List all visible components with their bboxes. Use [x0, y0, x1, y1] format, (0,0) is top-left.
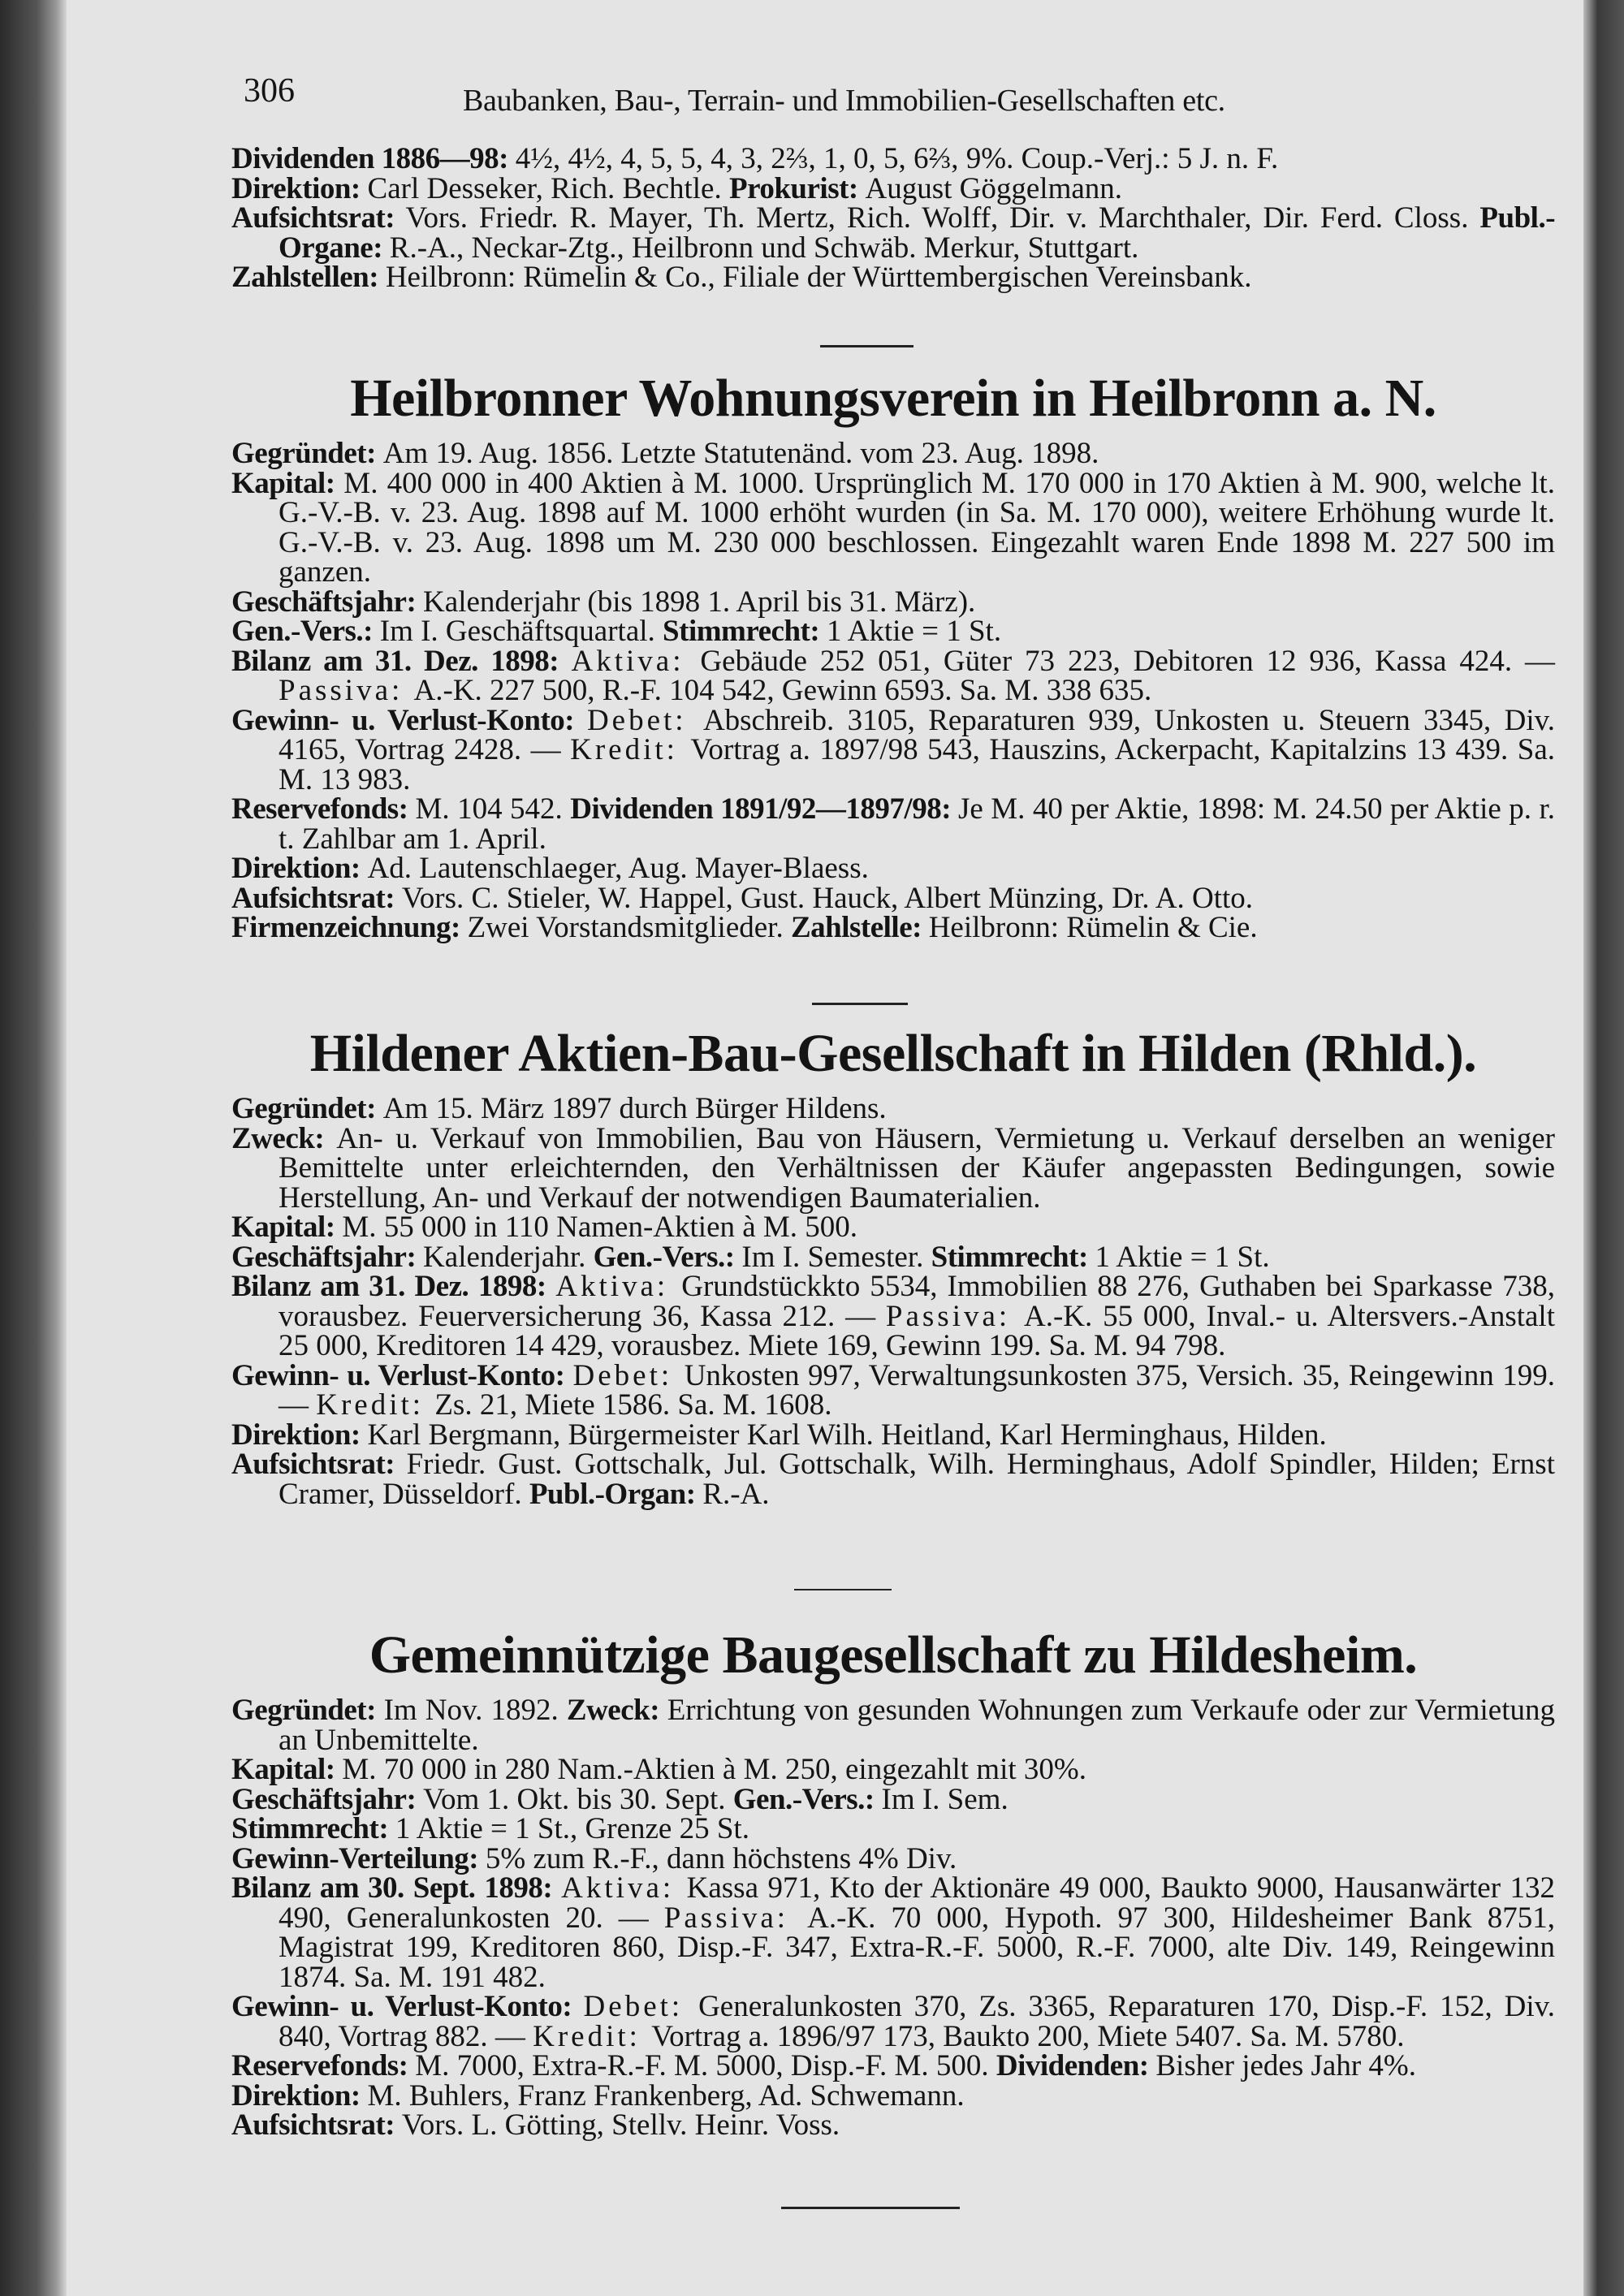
entry-text: Zwei Vorstandsmitglieder.	[467, 911, 791, 944]
entry-text: M. 104 542.	[415, 792, 571, 826]
entry-text: Im I. Sem.	[881, 1782, 1009, 1816]
entry-label: Zweck:	[231, 1121, 337, 1155]
entry-label: Gegründet:	[231, 437, 383, 470]
entry-label: Aufsichtsrat:	[231, 201, 406, 235]
entry-label: Gen.-Vers.:	[593, 1240, 742, 1274]
entry-text: A.-K. 227 500, R.-F. 104 542, Gewinn 6593. Sa. M. 338 635.	[413, 674, 1152, 707]
entry-label: Bilanz am 30. Sept. 1898:	[231, 1871, 562, 1905]
entry-label: Bilanz am 31. Dez. 1898:	[231, 1270, 556, 1303]
entry-sublabel: Passiva:	[663, 1901, 808, 1935]
entry-label: Direktion:	[231, 2078, 368, 2113]
entry-sublabel: Debet:	[586, 703, 703, 737]
entry-paragraph	[231, 439, 1555, 469]
entry-sublabel: Aktiva:	[555, 1270, 682, 1303]
entry-paragraph	[231, 142, 1555, 175]
entry-paragraph	[231, 2078, 1555, 2113]
entry-paragraph	[231, 1782, 1555, 1816]
entry-text: Heilbronn: Rümelin & Cie.	[928, 911, 1258, 944]
entry-label: Geschäftsjahr:	[231, 1782, 424, 1816]
entry-text: Carl Desseker, Rich. Bechtle.	[367, 171, 729, 205]
entry-paragraph	[231, 1841, 1555, 1875]
entry-text: Grundstückkto 5534, Immobilien 88 276, Guthaben bei Sparkasse 738, vorausbez. Feuerversicherung 36, Kassa 212. —	[279, 1270, 1556, 1333]
entry-label: Gen.-Vers.:	[732, 1782, 882, 1816]
entry-sublabel: Passiva:	[279, 674, 414, 707]
entry-label: Bilanz am 31. Dez. 1898:	[231, 644, 572, 678]
page-number: 306	[244, 72, 295, 110]
entry-label: Kapital:	[231, 1753, 343, 1786]
entry-paragraph	[231, 1121, 1555, 1215]
entry-text: Karl Bergmann, Bürgermeister Karl Wilh. Heitland, Karl Herminghaus, Hilden.	[367, 1418, 1327, 1452]
entry-text: M. 7000, Extra-R.-F. M. 5000, Disp.-F. M. 500.	[415, 2049, 996, 2082]
entry-paragraph	[231, 1696, 1555, 1755]
company-title: Heilbronner Wohnungsverein in Heilbronn a. N.	[350, 369, 1436, 428]
running-title: Baubanken, Bau-, Terrain- und Immobilien-Gesellschaften etc.	[463, 84, 1225, 118]
entry-label: Direktion:	[231, 1418, 368, 1452]
entry-label: Zweck:	[566, 1694, 667, 1727]
entry-label: Gegründet:	[231, 1092, 383, 1125]
entry-sublabel: Debet:	[583, 1990, 699, 2023]
entry-label: Gewinn- u. Verlust-Konto:	[231, 1358, 573, 1392]
entry-label: Dividenden 1891/92—1897/98:	[570, 792, 958, 826]
entry-label: Zahlstelle:	[790, 911, 929, 944]
company-title: Hildener Aktien-Bau-Gesellschaft in Hilden (Rhld.).	[309, 1024, 1477, 1083]
entry-text: 1 Aktie = 1 St.	[1095, 1240, 1270, 1274]
entry-label: Geschäftsjahr:	[231, 585, 424, 619]
entry-label: Stimmrecht:	[231, 1812, 395, 1845]
entry-text: A.-K. 55 000, Inval.- u. Altersvers.-Anstalt 25 000, Kreditoren 14 429, vorausbez. Miete 169, Gewinn 199. Sa. M. 94 798.	[279, 1299, 1555, 1362]
entry-text: Errichtung von gesunden Wohnungen zum Verkaufe oder zur Vermietung an Unbemittelte.	[279, 1694, 1555, 1757]
entry-text: 4½, 4½, 4, 5, 5, 4, 3, 2⅔, 1, 0, 5, 6⅔, 9%. Coup.-Verj.: 5 J. n. F.	[515, 142, 1279, 175]
entry-paragraph	[231, 1871, 1556, 1994]
entry-text: Im I. Geschäftsquartal.	[379, 615, 663, 648]
entry-label: Stimmrecht:	[663, 615, 827, 648]
entry-text: M. 70 000 in 280 Nam.-Aktien à M. 250, eingezahlt mit 30%.	[342, 1753, 1086, 1786]
entry-text: Vors. L. Götting, Stellv. Heinr. Voss.	[401, 2108, 840, 2142]
entry-text: R.-A.	[702, 1477, 770, 1511]
divider-rule	[794, 1589, 892, 1590]
entry-paragraph	[231, 1094, 1555, 1124]
entry-label: Dividenden:	[996, 2049, 1156, 2082]
entry-text: M. 55 000 in 110 Namen-Aktien à M. 500.	[342, 1211, 858, 1244]
divider-rule	[812, 1003, 908, 1005]
entry-paragraph	[231, 1450, 1555, 1509]
entry-text: Abschreib. 3105, Reparaturen 939, Unkosten u. Steuern 3345, Div. 4165, Vortrag 2428. —	[279, 703, 1556, 766]
entry-label: Gewinn-Verteilung:	[231, 1841, 486, 1875]
entry-text: 5% zum R.-F., dann höchstens 4% Div.	[485, 1841, 957, 1875]
entry-text: Unkosten 997, Verwaltungsunkosten 375, Versich. 35, Reingewinn 199. —	[279, 1358, 1556, 1422]
divider-rule	[781, 2207, 960, 2209]
divider-rule	[820, 345, 914, 347]
entry-text: R.-A., Neckar-Ztg., Heilbronn und Schwäb. Merkur, Stuttgart.	[389, 231, 1139, 265]
entry-text: Friedr. Gust. Gottschalk, Jul. Gottschalk, Wilh. Herminghaus, Adolf Spindler, Hilden; Ernst Cramer, Düsseldorf.	[279, 1448, 1555, 1511]
entry-paragraph	[231, 617, 1555, 647]
entry-label: Geschäftsjahr:	[231, 1240, 424, 1274]
entry-label: Zahlstellen:	[231, 261, 386, 294]
entry-paragraph	[231, 881, 1555, 915]
entry-paragraph	[231, 585, 1555, 619]
entry-text: M. Buhlers, Franz Frankenberg, Ad. Schwemann.	[367, 2078, 965, 2113]
entry-text: August Göggelmann.	[865, 171, 1123, 205]
entry-label: Gegründet:	[231, 1694, 384, 1727]
entry-text: Am 15. März 1897 durch Bürger Hildens.	[382, 1092, 887, 1125]
entry-text: Vors. C. Stieler, W. Happel, Gust. Hauck, Albert Münzing, Dr. A. Otto.	[401, 881, 1254, 915]
entry-paragraph	[231, 171, 1555, 205]
entry-label: Reservefonds:	[231, 2049, 416, 2082]
entry-label: Gewinn- u. Verlust-Konto:	[231, 1990, 584, 2023]
entry-paragraph	[231, 1213, 1555, 1243]
entry-label: Gen.-Vers.:	[231, 615, 380, 648]
entry-label: Gewinn- u. Verlust-Konto:	[231, 703, 587, 737]
entry-label: Publ.-Organe:	[279, 201, 1556, 265]
entry-text: A.-K. 70 000, Hypoth. 97 300, Hildesheimer Bank 8751, Magistrat 199, Kreditoren 860, Disp.-F. 347, Extra-R.-F. 5000, R.-F. 7000, alte Div. 149, Reingewinn 1874. Sa. M. 191 482.	[279, 1901, 1555, 1994]
entry-paragraph	[231, 1358, 1556, 1422]
entry-text: Am 19. Aug. 1856. Letzte Statutenänd. vom 23. Aug. 1898.	[382, 437, 1099, 470]
entry-label: Aufsichtsrat:	[231, 881, 402, 915]
entry-paragraph	[231, 1812, 1555, 1845]
entry-paragraph	[231, 1272, 1555, 1362]
entry-text: 1 Aktie = 1 St., Grenze 25 St.	[395, 1812, 749, 1845]
entry-text: Im Nov. 1892.	[383, 1694, 567, 1727]
entry-paragraph	[231, 1240, 1555, 1274]
entry-paragraph	[231, 703, 1556, 796]
entry-paragraph	[231, 1418, 1555, 1452]
scan-binding-shadow-left	[0, 0, 67, 2296]
entry-label: Stimmrecht:	[931, 1240, 1095, 1274]
entry-label: Publ.-Organ:	[529, 1477, 703, 1511]
entry-text: Vom 1. Okt. bis 30. Sept.	[423, 1782, 733, 1816]
entry-paragraph	[231, 2049, 1555, 2082]
entry-sublabel: Kredit:	[533, 2019, 652, 2053]
scan-edge-right	[1583, 0, 1624, 2296]
entry-label: Firmenzeichnung:	[231, 911, 468, 944]
section-gemeinnuetzige-baugesellschaft	[231, 1626, 1555, 2141]
entry-paragraph	[231, 792, 1555, 856]
entry-text: 1 Aktie = 1 St.	[826, 615, 1002, 648]
entry-sublabel: Debet:	[572, 1358, 685, 1392]
entry-text: Gebäude 252 051, Güter 73 223, Debitoren 12 936, Kassa 424. —	[700, 644, 1556, 678]
entry-text: M. 400 000 in 400 Aktien à M. 1000. Ursprünglich M. 170 000 in 170 Aktien à M. 900, welche lt. G.-V.-B. v. 23. Aug. 1898 auf M. 1000 erhöht wurden (in Sa. M. 170 000), weitere Erhöhung wurde lt. G.-V.-B. v. 23. Aug. 1898 um M. 230 000 beschlossen. Eingezahlt waren Ende 1898 M. 227 500 im ganzen.	[279, 466, 1555, 589]
entry-text: Heilbronn: Rümelin & Co., Filiale der Württembergischen Vereinsbank.	[385, 261, 1252, 294]
entry-paragraph	[231, 854, 1555, 884]
entry-text: Generalunkosten 370, Zs. 3365, Reparaturen 170, Disp.-F. 152, Div. 840, Vortrag 882. —	[279, 1990, 1556, 2053]
entry-text: Kassa 971, Kto der Aktionäre 49 000, Baukto 9000, Hausanwärter 132 490, Generalunkosten 20. —	[279, 1871, 1556, 1935]
entry-text: Vortrag a. 1897/98 543, Hauszins, Ackerpacht, Kapitalzins 13 439. Sa. M. 13 983.	[279, 733, 1555, 796]
entry-paragraph	[231, 913, 1555, 943]
entry-text: Je M. 40 per Aktie, 1898: M. 24.50 per Aktie p. r. t. Zahlbar am 1. April.	[279, 792, 1555, 856]
entry-label: Prokurist:	[728, 171, 866, 205]
entry-label: Aufsichtsrat:	[231, 2108, 402, 2142]
entry-paragraph	[231, 2108, 1555, 2142]
entry-paragraph	[231, 1755, 1555, 1785]
entry-label: Aufsichtsrat:	[231, 1448, 407, 1481]
entry-paragraph	[231, 644, 1556, 707]
entry-text: Kalenderjahr (bis 1898 1. April bis 31. März).	[423, 585, 976, 619]
entry-sublabel: Passiva:	[885, 1299, 1025, 1333]
entry-label: Dividenden 1886—98:	[231, 142, 516, 175]
entry-text: Vors. Friedr. R. Mayer, Th. Mertz, Rich. Wolff, Dir. v. Marchthaler, Dir. Ferd. Closs.	[405, 201, 1480, 235]
entry-label: Kapital:	[231, 466, 344, 500]
entry-text: Bisher jedes Jahr 4%.	[1155, 2049, 1416, 2082]
entry-paragraph	[231, 1992, 1555, 2052]
entry-text: An- u. Verkauf von Immobilien, Bau von Häusern, Vermietung u. Verkauf derselben an weniger Bemittelte unter erleichternden, den Verhältnissen der Käufer angepassten Bedingungen, sowie Herstellung, An- und Verkauf der notwendigen Baumaterialien.	[279, 1121, 1555, 1215]
entry-label: Direktion:	[231, 171, 368, 205]
entry-paragraph	[231, 466, 1555, 589]
entry-text: Im I. Semester.	[741, 1240, 931, 1274]
company-title: Gemeinnützige Baugesellschaft zu Hildesheim.	[369, 1625, 1418, 1685]
entry-sublabel: Aktiva:	[571, 644, 701, 678]
entry-label: Reservefonds:	[231, 792, 416, 826]
section-continuation	[231, 142, 1556, 294]
entry-label: Kapital:	[231, 1211, 343, 1244]
entry-sublabel: Kredit:	[570, 733, 691, 766]
entry-text: Kalenderjahr.	[423, 1240, 594, 1274]
entry-label: Direktion:	[231, 852, 368, 885]
entry-paragraph	[231, 201, 1556, 265]
section-heilbronner-wohnungsverein	[231, 369, 1555, 943]
entry-sublabel: Aktiva:	[561, 1871, 687, 1905]
entry-text: Zs. 21, Miete 1586. Sa. M. 1608.	[434, 1388, 832, 1422]
entry-sublabel: Kredit:	[316, 1388, 435, 1422]
section-hildener-aktien-bau-gesellschaft	[231, 1025, 1555, 1509]
entry-paragraph	[231, 263, 1555, 293]
entry-text: Vortrag a. 1896/97 173, Baukto 200, Miete 5407. Sa. M. 5780.	[651, 2019, 1405, 2053]
entry-text: Ad. Lautenschlaeger, Aug. Mayer-Blaess.	[367, 852, 869, 885]
